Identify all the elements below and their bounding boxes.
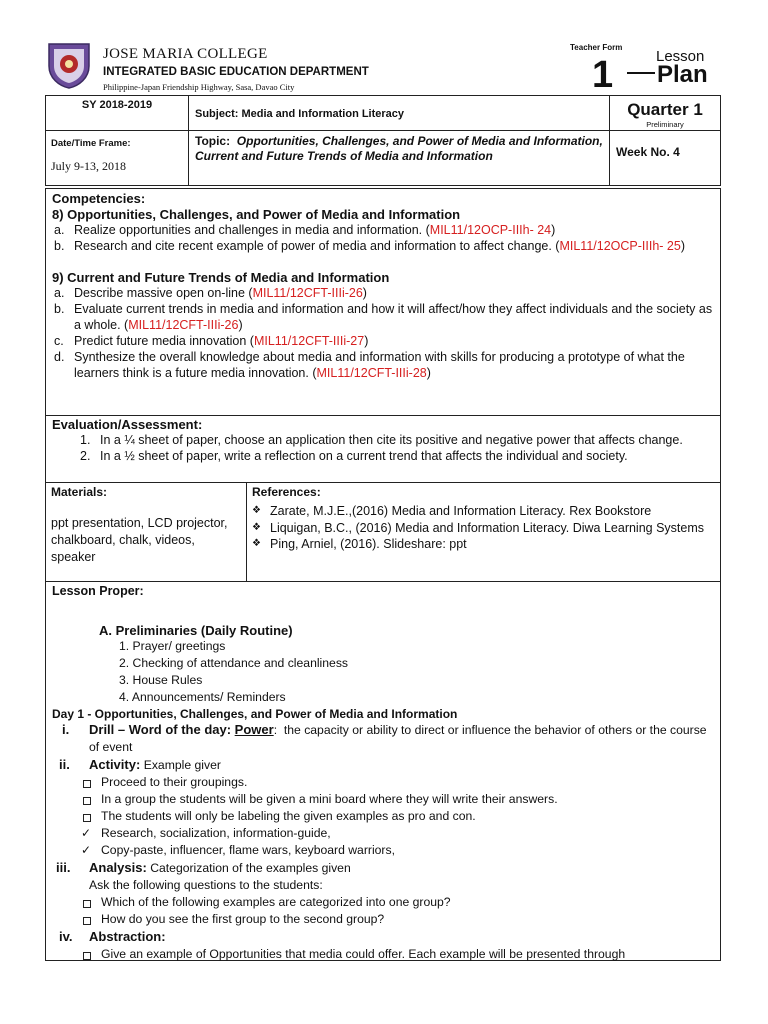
- evaluation-text: In a ½ sheet of paper, write a reflection on a current trend that affects the individual and society.: [100, 449, 628, 463]
- reference-text: Zarate, M.J.E.,(2016) Media and Information Literacy. Rex Bookstore: [270, 504, 652, 518]
- competency-code: MIL11/12CFT-IIIi-28: [316, 366, 427, 380]
- competency-text: Describe massive open on-line (: [74, 286, 253, 300]
- evaluation-list: [52, 432, 714, 464]
- evaluation-heading: Evaluation/Assessment:: [52, 417, 203, 432]
- competency-code: MIL11/12CFT-IIIi-26: [128, 318, 239, 332]
- bullet-text: How do you see the first group to the second group?: [101, 912, 385, 926]
- activity-item: [52, 756, 714, 774]
- college-name: JOSE MARIA COLLEGE: [103, 46, 268, 62]
- competency-9-item: [52, 301, 714, 333]
- bullet-text: Proceed to their groupings.: [101, 775, 248, 789]
- list-marker: 2.: [80, 449, 91, 463]
- date-cell: [46, 131, 189, 186]
- date-value: July 9-13, 2018: [51, 159, 126, 173]
- datetime-label: Date/Time Frame:: [51, 138, 131, 149]
- bullet-item: [79, 946, 714, 963]
- topic-label: Topic:: [195, 134, 231, 148]
- abstraction-list: [79, 946, 714, 963]
- activity-subtitle: Example giver: [143, 758, 221, 772]
- materials-cell: [46, 483, 247, 582]
- drill-definition: the capacity or ability to direct or influence the behavior of others or the course of event: [89, 723, 707, 754]
- activity-label: ii.: [59, 757, 70, 772]
- abstraction-label: iv.: [59, 929, 73, 944]
- competency-group-8-list: [52, 222, 714, 254]
- bullet-item: [79, 791, 714, 808]
- diamond-bullet-icon: ❖: [252, 505, 261, 516]
- list-marker: a.: [54, 286, 65, 300]
- topic-cell: [189, 131, 610, 186]
- diamond-bullet-icon: ❖: [252, 521, 261, 533]
- department-name: INTEGRATED BASIC EDUCATION DEPARTMENT: [103, 66, 369, 78]
- preliminaries-title: A. Preliminaries (Daily Routine): [99, 623, 293, 638]
- lesson-label: Lesson: [656, 48, 705, 65]
- drill-item: i. Drill – Word of the day: Power: the capacity or ability to direct or influence the behavior of others or the course of event: [62, 722, 707, 754]
- activity-list: [79, 774, 714, 859]
- competency-code: MIL11/12CFT-IIIi-27: [253, 334, 365, 348]
- plan-label: Plan: [657, 61, 708, 88]
- checkmark-icon: ✓: [81, 843, 92, 857]
- competency-code: MIL11/12OCP-IIIh- 25: [559, 239, 681, 253]
- bullet-text: Give an example of Opportunities that media could offer. Each example will be presented through: [101, 947, 626, 961]
- evaluation-text: In a ¼ sheet of paper, choose an application then cite its positive and negative power that affects change.: [100, 433, 683, 447]
- diamond-bullet-icon: ❖: [252, 538, 261, 549]
- school-year: SY 2018-2019: [46, 96, 189, 131]
- list-marker: a.: [54, 223, 65, 237]
- preliminaries-list: [119, 638, 714, 706]
- topic-text: Opportunities, Challenges, and Power of Media and Information, Current and Future Trends of Media and Information: [195, 134, 603, 163]
- competency-text: Research and cite recent example of power of media and information to affect change. (: [74, 239, 560, 253]
- square-bullet-icon: [83, 814, 91, 822]
- list-marker: c.: [54, 334, 64, 348]
- competency-group-9-title: 9) Current and Future Trends of Media and Information: [52, 270, 390, 285]
- competency-9-item: [52, 349, 714, 381]
- competency-9-item: [52, 333, 714, 349]
- competency-group-8-title: 8) Opportunities, Challenges, and Power of Media and Information: [52, 207, 461, 222]
- materials-text: ppt presentation, LCD projector, chalkboard, chalk, videos, speaker: [51, 516, 228, 564]
- bullet-text: The students will only be labeling the given examples as pro and con.: [101, 809, 476, 823]
- lesson-proper-heading: Lesson Proper:: [52, 584, 144, 598]
- competency-close: ): [238, 318, 243, 332]
- reference-item: [252, 536, 715, 553]
- bullet-item: [79, 808, 714, 825]
- analysis-label: iii.: [56, 860, 71, 875]
- square-bullet-icon: [83, 780, 91, 788]
- competency-text: Synthesize the overall knowledge about media and information with skills for producing a prototype of what the learners think is a future media innovation. (: [74, 350, 685, 380]
- bullet-item: [79, 774, 714, 791]
- competency-close: ): [551, 223, 556, 237]
- week-number: Week No. 4: [610, 131, 721, 186]
- bullet-item: [79, 825, 714, 842]
- materials-heading: Materials:: [51, 485, 108, 499]
- competency-9-item: [52, 285, 714, 301]
- evaluation-item: [80, 432, 714, 448]
- list-marker: d.: [54, 350, 65, 364]
- bullet-item: [79, 894, 714, 911]
- list-marker: 1.: [80, 433, 91, 447]
- competency-8-item: [52, 238, 714, 254]
- drill-label: i.: [62, 722, 70, 737]
- lesson-plan-number: 1: [592, 54, 614, 96]
- bullet-text: Copy-paste, influencer, flame wars, keyboard warriors,: [101, 843, 395, 857]
- title-dash: [627, 72, 655, 74]
- reference-item: [252, 520, 715, 537]
- competency-8-item: [52, 222, 714, 238]
- bullet-text: Research, socialization, information-guide,: [101, 826, 331, 840]
- lesson-proper-section: [45, 581, 721, 961]
- bullet-item: [79, 842, 714, 859]
- preliminary-item: 2. Checking of attendance and cleanliness: [119, 656, 349, 670]
- abstraction-item: [52, 928, 714, 946]
- competency-close: ): [426, 366, 431, 380]
- quarter-cell: [610, 96, 721, 131]
- references-heading: References:: [252, 485, 321, 499]
- bullet-text: In a group the students will be given a mini board where they will write their answers.: [101, 792, 558, 806]
- square-bullet-icon: [83, 952, 91, 960]
- college-logo: [45, 40, 93, 90]
- competencies-section: [45, 188, 721, 416]
- quarter-sub: Preliminary: [646, 120, 684, 129]
- college-address: Philippine-Japan Friendship Highway, Sasa, Davao City: [103, 82, 295, 92]
- square-bullet-icon: [83, 797, 91, 805]
- preliminary-item: 4. Announcements/ Reminders: [119, 690, 286, 704]
- list-marker: b.: [54, 239, 65, 253]
- quarter: Quarter 1: [627, 100, 703, 119]
- reference-item: [252, 503, 715, 520]
- activity-title: Activity:: [89, 757, 141, 772]
- teacher-form-label: Teacher Form: [570, 43, 623, 52]
- competency-text: Realize opportunities and challenges in media and information. (: [74, 223, 430, 237]
- references-list: [252, 503, 715, 553]
- analysis-intro: Ask the following questions to the students:: [89, 878, 323, 892]
- reference-text: Ping, Arniel, (2016). Slideshare: ppt: [270, 537, 467, 551]
- list-marker: b.: [54, 302, 65, 316]
- bullet-item: [79, 911, 714, 928]
- analysis-item: [52, 859, 714, 877]
- drill-word: Power: [234, 722, 274, 737]
- square-bullet-icon: [83, 917, 91, 925]
- competency-text: Evaluate current trends in media and information and how it will affect/how they affect individuals and the society as a whole. (: [74, 302, 713, 332]
- competency-close: ): [362, 286, 367, 300]
- analysis-list: [79, 894, 714, 928]
- evaluation-item: [80, 448, 714, 464]
- competency-group-9-list: [52, 285, 714, 381]
- preliminary-item: 1. Prayer/ greetings: [119, 639, 226, 653]
- checkmark-icon: ✓: [81, 826, 92, 840]
- materials-references-table: [45, 482, 721, 582]
- subject: Subject: Media and Information Literacy: [189, 96, 610, 131]
- drill-title: Drill – Word of the day:: [89, 722, 235, 737]
- reference-text: Liquigan, B.C., (2016) Media and Information Literacy. Diwa Learning Systems: [270, 520, 705, 535]
- info-table: [45, 95, 721, 186]
- analysis-subtitle: Categorization of the examples given: [150, 861, 351, 875]
- competency-close: ): [364, 334, 369, 348]
- day1-title: Day 1 - Opportunities, Challenges, and Power of Media and Information: [52, 707, 458, 721]
- analysis-title: Analysis:: [89, 860, 147, 875]
- competency-text: Predict future media innovation (: [74, 334, 254, 348]
- square-bullet-icon: [83, 900, 91, 908]
- competencies-heading: Competencies:: [52, 191, 146, 206]
- competency-code: MIL11/12CFT-IIIi-26: [252, 286, 363, 300]
- evaluation-section: [45, 415, 721, 483]
- references-cell: [247, 483, 721, 582]
- competency-close: ): [680, 239, 685, 253]
- preliminary-item: 3. House Rules: [119, 673, 203, 687]
- competency-code: MIL11/12OCP-IIIh- 24: [429, 223, 552, 237]
- bullet-text: Which of the following examples are categorized into one group?: [101, 895, 451, 909]
- abstraction-title: Abstraction:: [89, 929, 166, 944]
